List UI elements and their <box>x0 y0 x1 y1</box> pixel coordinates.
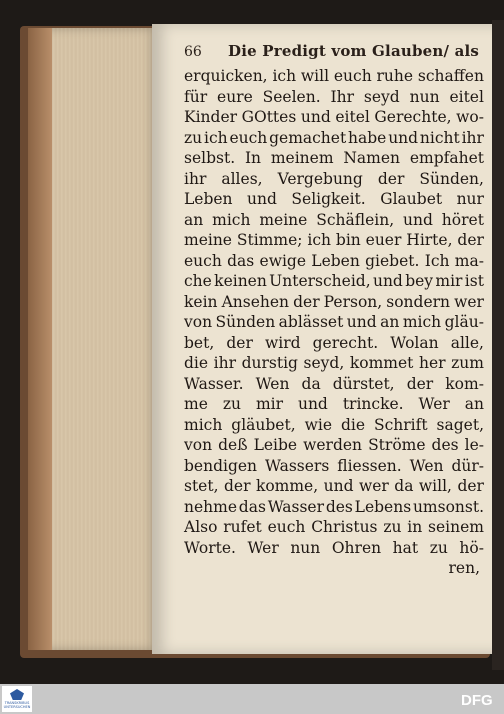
word: höret <box>441 210 484 229</box>
word: In <box>244 149 262 167</box>
text-line <box>184 292 484 313</box>
word: Wasser. <box>184 374 244 393</box>
text-line <box>184 128 484 149</box>
text-line <box>184 538 484 559</box>
word: Person, <box>323 292 383 311</box>
word: ihr <box>213 354 236 372</box>
page-number: 66 <box>184 44 202 60</box>
word: mir <box>255 395 284 413</box>
word: Worte. <box>184 538 236 557</box>
word: fliessen. <box>337 456 402 475</box>
word: Ansehen <box>221 292 290 311</box>
word: ihr <box>184 169 207 188</box>
library-logo <box>2 686 32 712</box>
footer-bar <box>0 684 504 714</box>
word: me <box>184 395 208 413</box>
word: giebet. <box>365 251 420 270</box>
word: nicht <box>419 128 460 147</box>
word: und <box>247 190 277 208</box>
word: dürstet, <box>332 374 395 393</box>
text-line <box>184 517 484 538</box>
word: will <box>300 67 330 85</box>
text-line <box>184 497 484 518</box>
word: der <box>457 231 484 249</box>
word: Wassers <box>265 456 330 475</box>
library-logo-caption: TRANSKRIBUS UNTERSUCHEN <box>3 701 31 709</box>
text-line <box>184 333 484 354</box>
text-line <box>184 66 484 87</box>
text-line <box>184 251 484 272</box>
word: ruhe <box>376 67 414 85</box>
word: saget, <box>436 415 484 434</box>
word: nun <box>290 538 321 557</box>
word: und <box>388 128 419 147</box>
text-line <box>184 353 484 374</box>
running-head: Die Predigt vom Glauben/ als <box>228 42 480 60</box>
word: nur <box>456 190 484 208</box>
word: komme, <box>255 477 319 495</box>
word: selbst. <box>184 149 236 167</box>
word: Schrift <box>373 415 428 434</box>
word: der <box>406 374 434 393</box>
word: gläubet, <box>231 415 296 434</box>
word: Glaubet <box>380 190 443 208</box>
page-header <box>184 40 490 66</box>
word: sondern <box>386 292 451 311</box>
word: euch <box>229 128 268 147</box>
word: an <box>184 210 204 229</box>
word: bey <box>405 272 434 290</box>
word: bendigen <box>184 456 258 475</box>
word: euch <box>184 251 222 270</box>
word: mir <box>435 272 463 290</box>
word: der <box>377 169 405 188</box>
spine-edge <box>28 28 52 650</box>
catchword: ren, <box>448 559 480 577</box>
word: Sünden <box>215 313 276 331</box>
word: des <box>431 436 459 454</box>
text-line <box>184 210 484 231</box>
word: der <box>293 292 320 311</box>
word: kein <box>184 292 218 311</box>
text-line <box>184 87 484 108</box>
word: erquicken, <box>184 67 268 85</box>
word: ihr <box>461 128 484 147</box>
word: Gerechte, <box>374 108 452 126</box>
text-line <box>184 271 484 292</box>
word: Also <box>184 518 218 536</box>
word: an <box>380 313 400 331</box>
word: zum <box>451 354 484 372</box>
word: nehme <box>184 497 238 516</box>
word: Kinder <box>184 108 238 126</box>
word: eure <box>217 87 253 106</box>
word: alles, <box>221 169 263 188</box>
word: Namen <box>343 149 401 167</box>
word: stet, <box>184 477 219 495</box>
word: gläu- <box>444 313 484 331</box>
word: und <box>323 477 354 495</box>
word: Leben <box>311 251 360 270</box>
word: seinem <box>428 518 484 536</box>
word: Unterscheid, <box>269 272 371 290</box>
word: schaffen <box>417 67 484 85</box>
text-line <box>184 107 484 128</box>
word: mich <box>212 210 251 229</box>
word: Wen <box>255 374 290 393</box>
word: deß <box>218 436 248 454</box>
word: ich <box>307 231 331 249</box>
text-line <box>184 148 484 169</box>
word: Seligkeit. <box>291 190 366 208</box>
word: und <box>300 108 331 126</box>
dfg-logo-text: DFG <box>461 692 493 709</box>
page-shadow <box>492 20 504 670</box>
word: gerecht. <box>312 333 379 352</box>
word: ist <box>464 272 484 290</box>
word: und <box>346 313 377 331</box>
word: bet, <box>184 333 215 352</box>
word: des <box>325 497 353 516</box>
word: wird <box>264 333 301 352</box>
word: empfahet <box>409 149 484 167</box>
text-line <box>184 415 484 436</box>
word: trincke. <box>342 395 404 413</box>
word: zu <box>383 518 402 536</box>
word: durstig <box>241 354 298 372</box>
body-text <box>184 66 484 579</box>
word: Wasser <box>267 497 325 516</box>
word: habe <box>348 128 387 147</box>
word: Wen <box>409 456 444 475</box>
word: Seelen. <box>262 87 321 106</box>
word: gemachet <box>269 128 347 147</box>
word: Leben <box>184 190 233 208</box>
word: Lebens <box>354 497 412 516</box>
word: die <box>340 415 366 434</box>
word: seyd, <box>303 354 345 372</box>
dfg-logo <box>460 689 496 709</box>
word: mich <box>402 313 442 331</box>
word: ablässet <box>278 313 344 331</box>
word: Vergebung <box>277 169 363 188</box>
word: meine <box>184 231 232 249</box>
word: euch <box>267 518 306 536</box>
word: rufet <box>223 518 262 536</box>
word: her <box>418 354 446 372</box>
word: meine <box>259 210 308 229</box>
word: Wolan <box>390 333 439 352</box>
word: wer <box>358 477 389 495</box>
word: eitel <box>335 108 370 126</box>
word: und <box>403 210 433 229</box>
word: Wer <box>418 395 450 413</box>
word: wie <box>304 415 332 434</box>
word: le- <box>464 436 484 454</box>
word: Schäflein, <box>316 210 395 229</box>
word: ich <box>272 67 297 85</box>
word: ma- <box>454 251 484 270</box>
text-line <box>184 394 484 415</box>
word: der <box>223 477 251 495</box>
word: will, <box>418 477 452 495</box>
word: zu <box>184 128 203 147</box>
word: kom- <box>445 374 484 393</box>
text-line <box>184 230 484 251</box>
word: zu <box>222 395 241 413</box>
text-line <box>184 456 484 477</box>
word: kommet <box>349 354 414 372</box>
word: in <box>407 518 423 536</box>
word: euer <box>365 231 402 249</box>
word: von <box>184 313 213 331</box>
word: Ihr <box>330 87 355 106</box>
word: Hirte, <box>406 231 453 249</box>
word: dür- <box>451 456 484 475</box>
word: umsonst. <box>412 497 484 516</box>
word: keinen <box>214 272 267 290</box>
text-line <box>184 189 484 210</box>
word: das <box>238 497 266 516</box>
word: die <box>184 354 209 372</box>
word: seyd <box>363 87 400 106</box>
word: der <box>457 477 484 495</box>
word: das <box>227 251 255 270</box>
word: und <box>297 395 328 413</box>
word: da <box>394 477 414 495</box>
text-line <box>184 476 484 497</box>
word: Stimme; <box>236 231 303 249</box>
word: Ströme <box>368 436 426 454</box>
word: für <box>184 87 208 106</box>
text-line <box>184 435 484 456</box>
word: Wer <box>247 538 279 557</box>
word: Christus <box>311 518 378 536</box>
word: che <box>184 272 212 290</box>
word: wer <box>454 292 484 311</box>
word: an <box>464 395 484 413</box>
library-logo-icon <box>10 689 24 700</box>
word: Ohren <box>331 538 382 557</box>
word: Sünden, <box>419 169 484 188</box>
text-line <box>184 169 484 190</box>
word: da <box>301 374 321 393</box>
word: Leibe <box>253 436 298 454</box>
word: hö- <box>459 538 484 557</box>
word: der <box>226 333 253 352</box>
word: zu <box>429 538 448 557</box>
word: bin <box>335 231 361 249</box>
word: eitel <box>449 87 484 106</box>
word: GOttes <box>241 108 297 126</box>
word: nun <box>409 87 440 106</box>
word: ich <box>203 128 228 147</box>
word: und <box>372 272 403 290</box>
word: hat <box>392 538 419 557</box>
word: werden <box>303 436 363 454</box>
word: mich <box>184 415 223 434</box>
word: alle, <box>450 333 484 352</box>
word: euch <box>333 67 372 85</box>
word: Ich <box>424 251 450 270</box>
word: wo- <box>456 108 484 126</box>
text-line <box>184 312 484 333</box>
text-line <box>184 374 484 395</box>
word: ewige <box>259 251 307 270</box>
word: meinem <box>270 149 334 167</box>
word: von <box>184 436 213 454</box>
